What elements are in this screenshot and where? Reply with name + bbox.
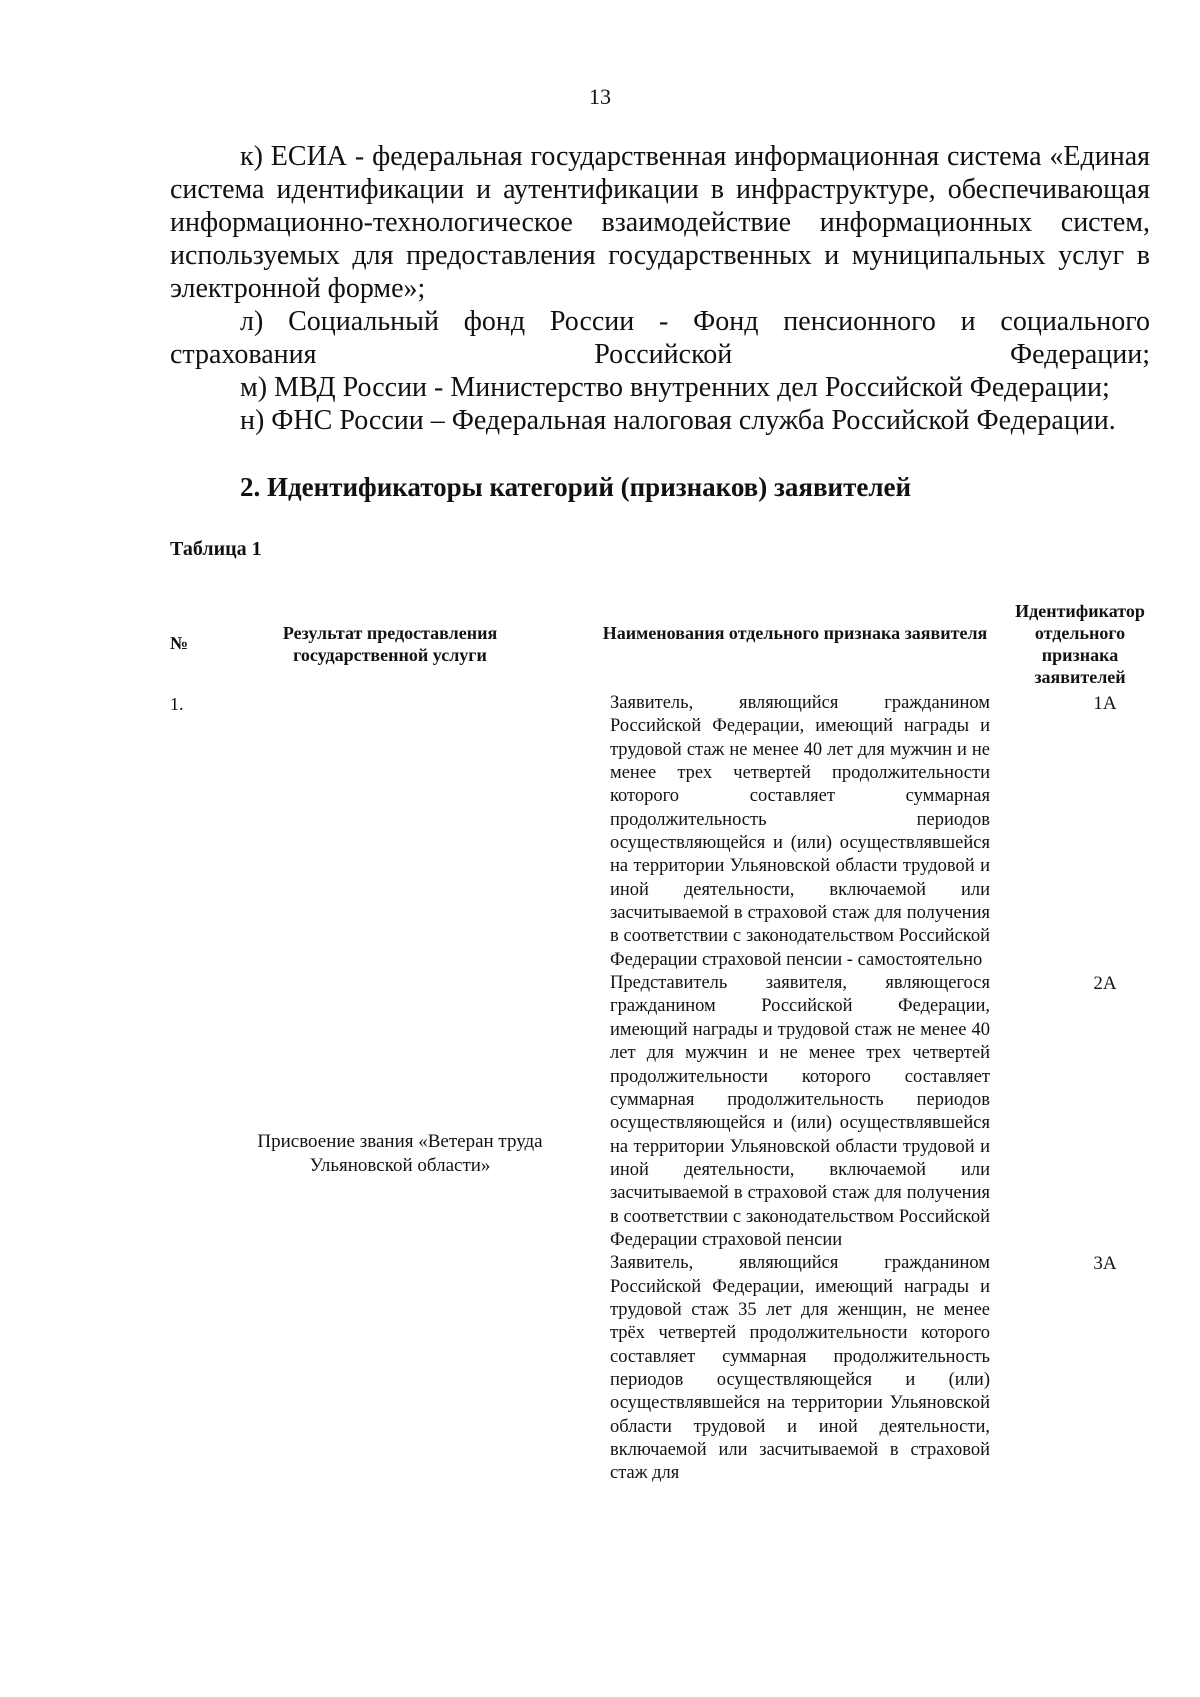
feature-id: 1А <box>1093 693 1117 714</box>
feature-text: Заявитель, являющийся гражданином Российской Федерации, имеющий награды и трудовой стаж 35 лет для женщин, не менее трёх четвертей продолжительности которого составляет суммарная продолжительность периодов осуществляющейся и (или) осуществлявшейся на территории Ульяновской области трудовой и иной деятельности, включаемой или засчитываемой в страховой стаж для <box>610 1253 990 1484</box>
table-caption: Таблица 1 <box>170 538 262 560</box>
definition-k: к) ЕСИА - федеральная государственная информационная система «Единая система идентификации и аутентификации в инфраструктуре, обеспечивающая информационно-технологическое взаимодействие информационных систем, используемых для предоставления государственных и муниципальных услуг в электронной форме»; <box>170 141 1150 304</box>
header-result: Результат предоставления государственной услуги <box>282 623 498 665</box>
header-identifier: Идентификатор отдельного признака заявителей <box>1015 601 1145 687</box>
feature-item <box>610 1252 1117 1485</box>
feature-id: 3А <box>1093 1253 1117 1275</box>
feature-id: 2А <box>1093 973 1117 995</box>
row-number: 1. <box>170 694 184 714</box>
feature-text: Представитель заявителя, являющегося гражданином Российской Федерации, имеющий награды и трудовой стаж не менее 40 лет для мужчин и не менее трех четвертей продолжительности которого составляет суммарная продолжительность периодов осуществляющейся и (или) осуществлявшейся на территории Ульяновской области трудовой и иной деятельности, включаемой или засчитываемой в страховой стаж для получения в соответствии с законодательством Российской Федерации страховой пенсии <box>610 973 990 1250</box>
page-number: 13 <box>589 84 611 109</box>
definitions-list <box>170 140 1150 437</box>
definition-n: н) ФНС России – Федеральная налоговая служба Российской Федерации. <box>240 405 1116 436</box>
header-name: Наименования отдельного признака заявителя <box>602 623 988 643</box>
result-cell: Присвоение звания «Ветеран труда Ульяновской области» <box>257 1131 543 1176</box>
feature-text: Заявитель, являющийся гражданином Российской Федерации, имеющий награды и трудовой стаж не менее 40 лет для мужчин и не менее трех четвертей продолжительности которого составляет суммарная продолжительность периодов осуществляющейся и (или) осуществлявшейся на территории Ульяновской области трудовой и иной деятельности, включаемой или засчитываемой в страховой стаж для получения в соответствии с законодательством Российской Федерации страховой пенсии - самостоятельно <box>610 693 990 970</box>
definition-m: м) МВД России - Министерство внутренних дел Российской Федерации; <box>240 372 1110 403</box>
header-number: № <box>170 633 189 653</box>
feature-item <box>610 972 1117 1252</box>
feature-item <box>610 692 1117 972</box>
definition-l: л) Социальный фонд России - Фонд пенсионного и социального страхования Российской Федерации; <box>170 306 1150 370</box>
feature-list <box>610 692 1117 1486</box>
section-heading: 2. Идентификаторы категорий (признаков) заявителей <box>240 472 912 502</box>
